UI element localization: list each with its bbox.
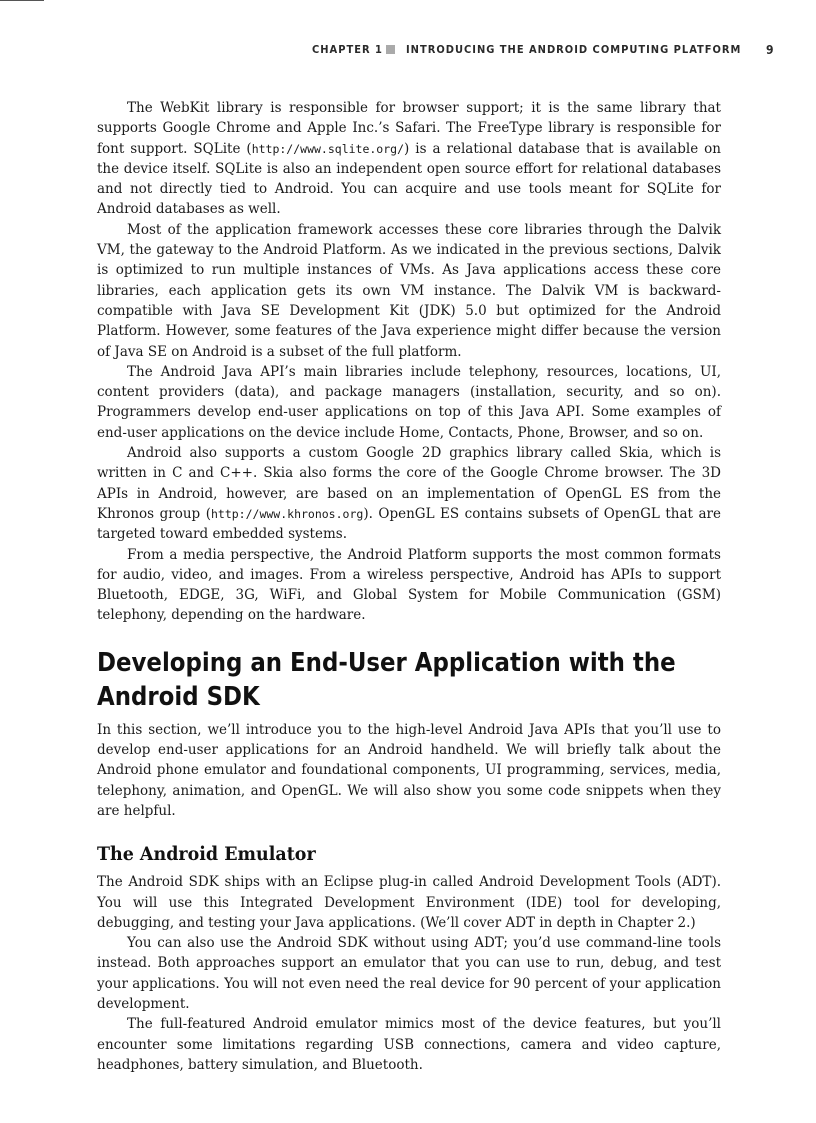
page-body [97,98,721,1075]
section-heading-developing: Developing an End-User Application with the Android SDK [97,647,676,712]
running-head [0,43,816,59]
crop-mark [0,0,44,1]
paragraph-adt: The Android SDK ships with an Eclipse plug-in called Android Development Tools (ADT). You will use this Integrated Development Environment (IDE) tool for developing, debugging, and testing your Java applications. (We’ll cover ADT in depth in Chapter 2.) [97,874,721,931]
paragraph-intro: In this section, we’ll introduce you to the high-level Android Java APIs that you’ll use to develop end-user applications for an Android handheld. We will briefly talk about the Android phone emulator and foundational components, UI programming, services, media, telephony, animation, and OpenGL. We will also show you some code snippets when they are helpful. [97,721,721,819]
page-number: 9 [766,43,775,57]
subsection-heading-emulator: The Android Emulator [97,843,316,866]
chapter-title: INTRODUCING THE ANDROID COMPUTING PLATFORM [406,43,742,56]
paragraph-skia: Android also supports a custom Google 2D graphics library called Skia, which is written in C and C++. Skia also forms the core of the Google Chrome browser. The 3D APIs in Android, however, are based on an implementation of OpenGL ES from the Khronos group (http://www.khronos.org). OpenGL ES contains subsets of OpenGL that are targeted toward embedded systems. [97,445,721,543]
paragraph-media: From a media perspective, the Android Platform supports the most common formats for audio, video, and images. From a wireless perspective, Android has APIs to support Bluetooth, EDGE, 3G, WiFi, and Global System for Mobile Communication (GSM) telephony, depending on the hardware. [97,546,721,624]
paragraph-java-api: The Android Java API’s main libraries include telephony, resources, locations, UI, content providers (data), and package managers (installation, security, and so on). Programmers develop end-user applications on top of this Java API. Some examples of end-user applications on the device include Home, Contacts, Phone, Browser, and so on. [97,363,721,441]
chapter-label: CHAPTER 1 [312,43,383,56]
paragraph-webkit: The WebKit library is responsible for browser support; it is the same library that supports Google Chrome and Apple Inc.’s Safari. The FreeType library is responsible for font support. SQLite (http://www.sqlite.org/) is a relational database that is available on the device itself. SQLite is also an independent open source effort for relational databases and not directly tied to Android. You can acquire and use tools meant for SQLite for Android databases as well. [97,100,721,218]
paragraph-sdk-without-adt: You can also use the Android SDK without using ADT; you’d use command-line tools instead. Both approaches support an emulator that you can use to run, debug, and test your applications. You will not even need the real device for 90 percent of your application development. [97,935,721,1012]
khronos-url: http://www.khronos.org [210,506,364,521]
paragraph-dalvik: Most of the application framework accesses these core libraries through the Dalvik VM, the gateway to the Android Platform. As we indicated in the previous sections, Dalvik is optimized to run multiple instances of VMs. As Java applications access these core libraries, each application gets its own VM instance. The Dalvik VM is backward-compatible with Java SE Development Kit (JDK) 5.0 but optimized for the Android Platform. However, some features of the Java experience might differ because the version of Java SE on Android is a subset of the full platform. [97,221,721,360]
paragraph-emulator-limits: The full-featured Android emulator mimics most of the device features, but you’ll encounter some limitations regarding USB connections, camera and video capture, headphones, battery simulation, and Bluetooth. [97,1016,721,1073]
header-separator-square [386,45,395,54]
sqlite-url: http://www.sqlite.org/ [251,141,405,156]
